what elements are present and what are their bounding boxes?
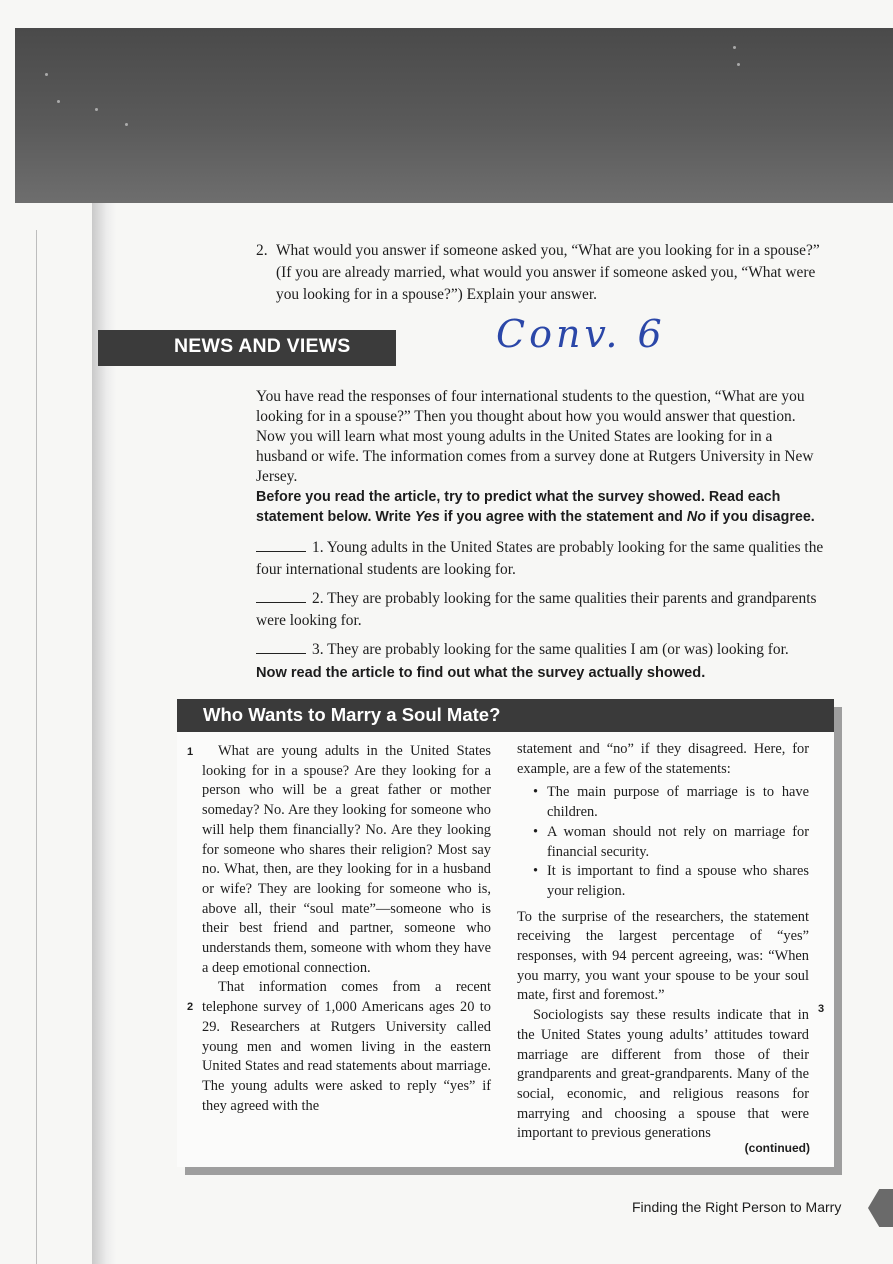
paragraph-2: That information comes from a recent telephone survey of 1,000 Americans ages 20 to 29. Researchers at Rutgers University called young men and women living in the eastern United States and read statements about marriage. The young adults were asked to reply “yes” if they agreed with the xyxy=(202,979,491,1114)
paragraph-number-3: 3 xyxy=(818,1003,825,1015)
paragraph-number-2: 2 xyxy=(187,1001,194,1013)
statement-1 xyxy=(256,537,836,581)
statement-text: 2. They are probably looking for the same qualities their parents and grandparents were looking for. xyxy=(256,590,817,629)
paragraph-number-1: 1 xyxy=(187,746,194,758)
intro-paragraph: You have read the responses of four international students to the question, “What are you looking for in a spouse?” Then you thought about how you would answer that question. Now you will learn what most young adults in the United States are looking for in a husband or wife. The information comes from a survey done at Rutgers University in New Jersey. xyxy=(256,388,814,485)
list-item: • The main purpose of marriage is to have children. xyxy=(517,783,809,822)
article-title-bar xyxy=(177,699,834,732)
article-right-column xyxy=(517,740,809,1144)
section-banner xyxy=(98,330,396,366)
continued-label: (continued) xyxy=(744,1141,810,1155)
answer-blank-2[interactable] xyxy=(256,588,306,603)
paragraph-2-end: To the surprise of the researchers, the statement receiving the largest percentage of “yes” responses, with 94 percent agreeing, was: “When you marry, you want your spouse to be your soul mate, first and foremost.” xyxy=(517,908,809,1004)
instructions-part3: if you disagree. xyxy=(705,508,815,525)
list-item: • It is important to find a spouse who shares your religion. xyxy=(517,862,809,901)
header-photo xyxy=(15,28,893,203)
list-item: • A woman should not rely on marriage for financial security. xyxy=(517,823,809,862)
instructions-part2: if you agree with the statement and xyxy=(439,508,687,525)
instructions xyxy=(256,488,831,527)
instructions-no: No xyxy=(686,508,706,525)
section-banner-title: NEWS AND VIEWS xyxy=(174,335,351,357)
paragraph-1: What are young adults in the United States looking for in a spouse? Are they looking for a person who will be a great father or mother someday? No. Are they looking for someone who will help them financially? No. Are they looking for someone who shares their religion? Most say no. What, then, are they looking for in a husband or wife? They are looking for someone who is, above all, their “soul mate”—someone who is their best friend and partner, someone who understands them, someone with whom they have a deep emotional connection. xyxy=(202,743,491,976)
paragraph-2-continued: statement and “no” if they disagreed. Here, for example, are a few of the statements: xyxy=(517,741,809,777)
handwritten-note: Conv. 6 xyxy=(496,312,666,356)
answer-blank-3[interactable] xyxy=(256,639,306,654)
question-number: 2. xyxy=(256,242,268,259)
article-box xyxy=(177,699,834,1167)
question-2 xyxy=(256,240,826,306)
statement-3 xyxy=(256,639,836,661)
statement-list xyxy=(517,783,809,901)
statement-text: 3. They are probably looking for the same qualities I am (or was) looking for. xyxy=(312,641,789,658)
article-title: Who Wants to Marry a Soul Mate? xyxy=(203,704,501,725)
question-text: What would you answer if someone asked you, “What are you looking for in a spouse?” (If you are already married, what would you answer if someone asked you, “What were you looking for in a spouse?”) Explain your answer. xyxy=(276,242,820,303)
article-left-column xyxy=(202,742,491,1116)
instructions-yes: Yes xyxy=(414,508,440,525)
statement-text: 1. Young adults in the United States are probably looking for the same qualities the four international students are looking for. xyxy=(256,539,824,578)
answer-blank-1[interactable] xyxy=(256,537,306,552)
now-read-instruction: Now read the article to find out what the survey actually showed. xyxy=(256,665,706,681)
page-tab xyxy=(868,1189,893,1227)
page-edge xyxy=(0,230,37,1264)
running-footer: Finding the Right Person to Marry xyxy=(632,1199,842,1215)
paragraph-3: Sociologists say these results indicate that in the United States young adults’ attitudes toward marriage are different from those of their grandparents and great-grandparents. Many of the social, economic, and religious reasons for marrying and choosing a spouse that were important to previous generations xyxy=(517,1007,809,1142)
instructions-part1: Before you read the article, try to predict what the survey showed. Read each statement below. Write xyxy=(256,489,781,525)
statement-2 xyxy=(256,588,836,632)
